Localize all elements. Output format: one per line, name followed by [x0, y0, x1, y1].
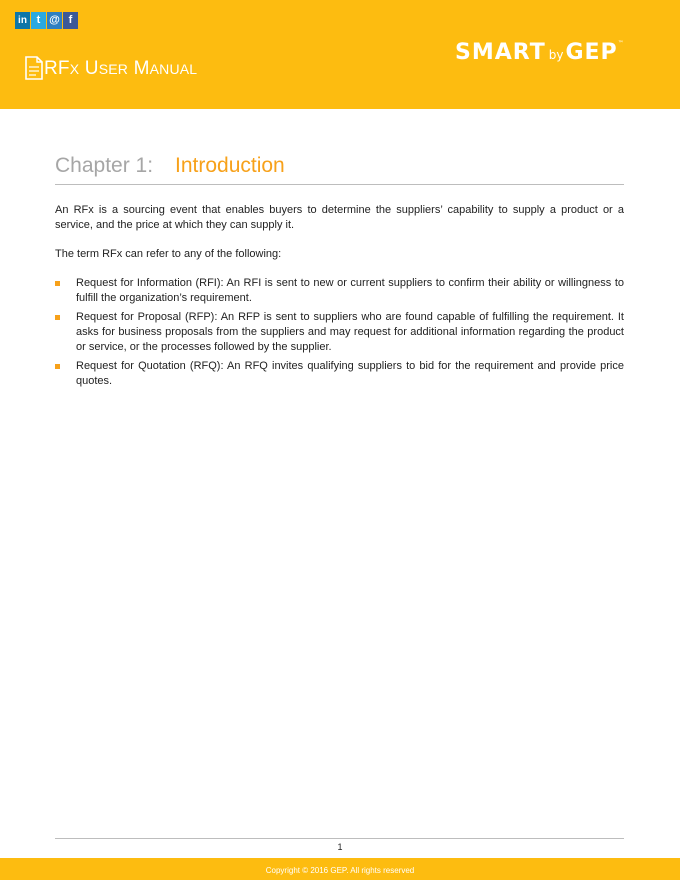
intro-paragraph: An RFx is a sourcing event that enables buyers to determine the suppliers’ capability to supply a product or a service, and the price at which they can supply it. — [55, 204, 624, 231]
chapter-heading — [55, 154, 624, 185]
list-item: Request for Quotation (RFQ): An RFQ invites qualifying suppliers to bid for the requirement and provide price quotes. — [55, 359, 624, 389]
smart-by-gep-logo: SMART byGEP™ — [455, 40, 624, 65]
linkedin-icon[interactable]: in — [15, 12, 30, 29]
google-plus-icon[interactable]: @ — [47, 12, 62, 29]
chapter-title: Introduction — [175, 154, 285, 177]
page-header — [0, 0, 680, 109]
copyright-text: Copyright © 2016 GEP. All rights reserved — [265, 866, 415, 875]
page-number: 1 — [337, 842, 343, 852]
social-links — [15, 12, 79, 29]
bullet-icon — [55, 315, 60, 320]
chapter-number: Chapter 1: — [55, 154, 154, 177]
bullet-icon — [55, 364, 60, 369]
page-footer — [0, 858, 680, 880]
lead-paragraph: The term RFx can refer to any of the following: — [55, 248, 282, 260]
twitter-icon[interactable]: t — [31, 12, 46, 29]
rfx-type-list — [55, 276, 624, 389]
list-item: Request for Information (RFI): An RFI is sent to new or current suppliers to confirm their ability or willingness to fulfill the organization’s requirement. — [55, 276, 624, 306]
manual-title: RFX USER MANUAL — [44, 58, 198, 79]
bullet-icon — [55, 281, 60, 286]
list-item: Request for Proposal (RFP): An RFP is sent to suppliers who are found capable of fulfilling the requirement. It asks for business proposals from the suppliers and may request for additional information regarding the product or service, or the processes followed by the supplier. — [55, 310, 624, 355]
facebook-icon[interactable]: f — [63, 12, 78, 29]
footer-divider — [55, 838, 624, 839]
chapter-body — [55, 203, 624, 393]
document-icon — [24, 56, 44, 80]
